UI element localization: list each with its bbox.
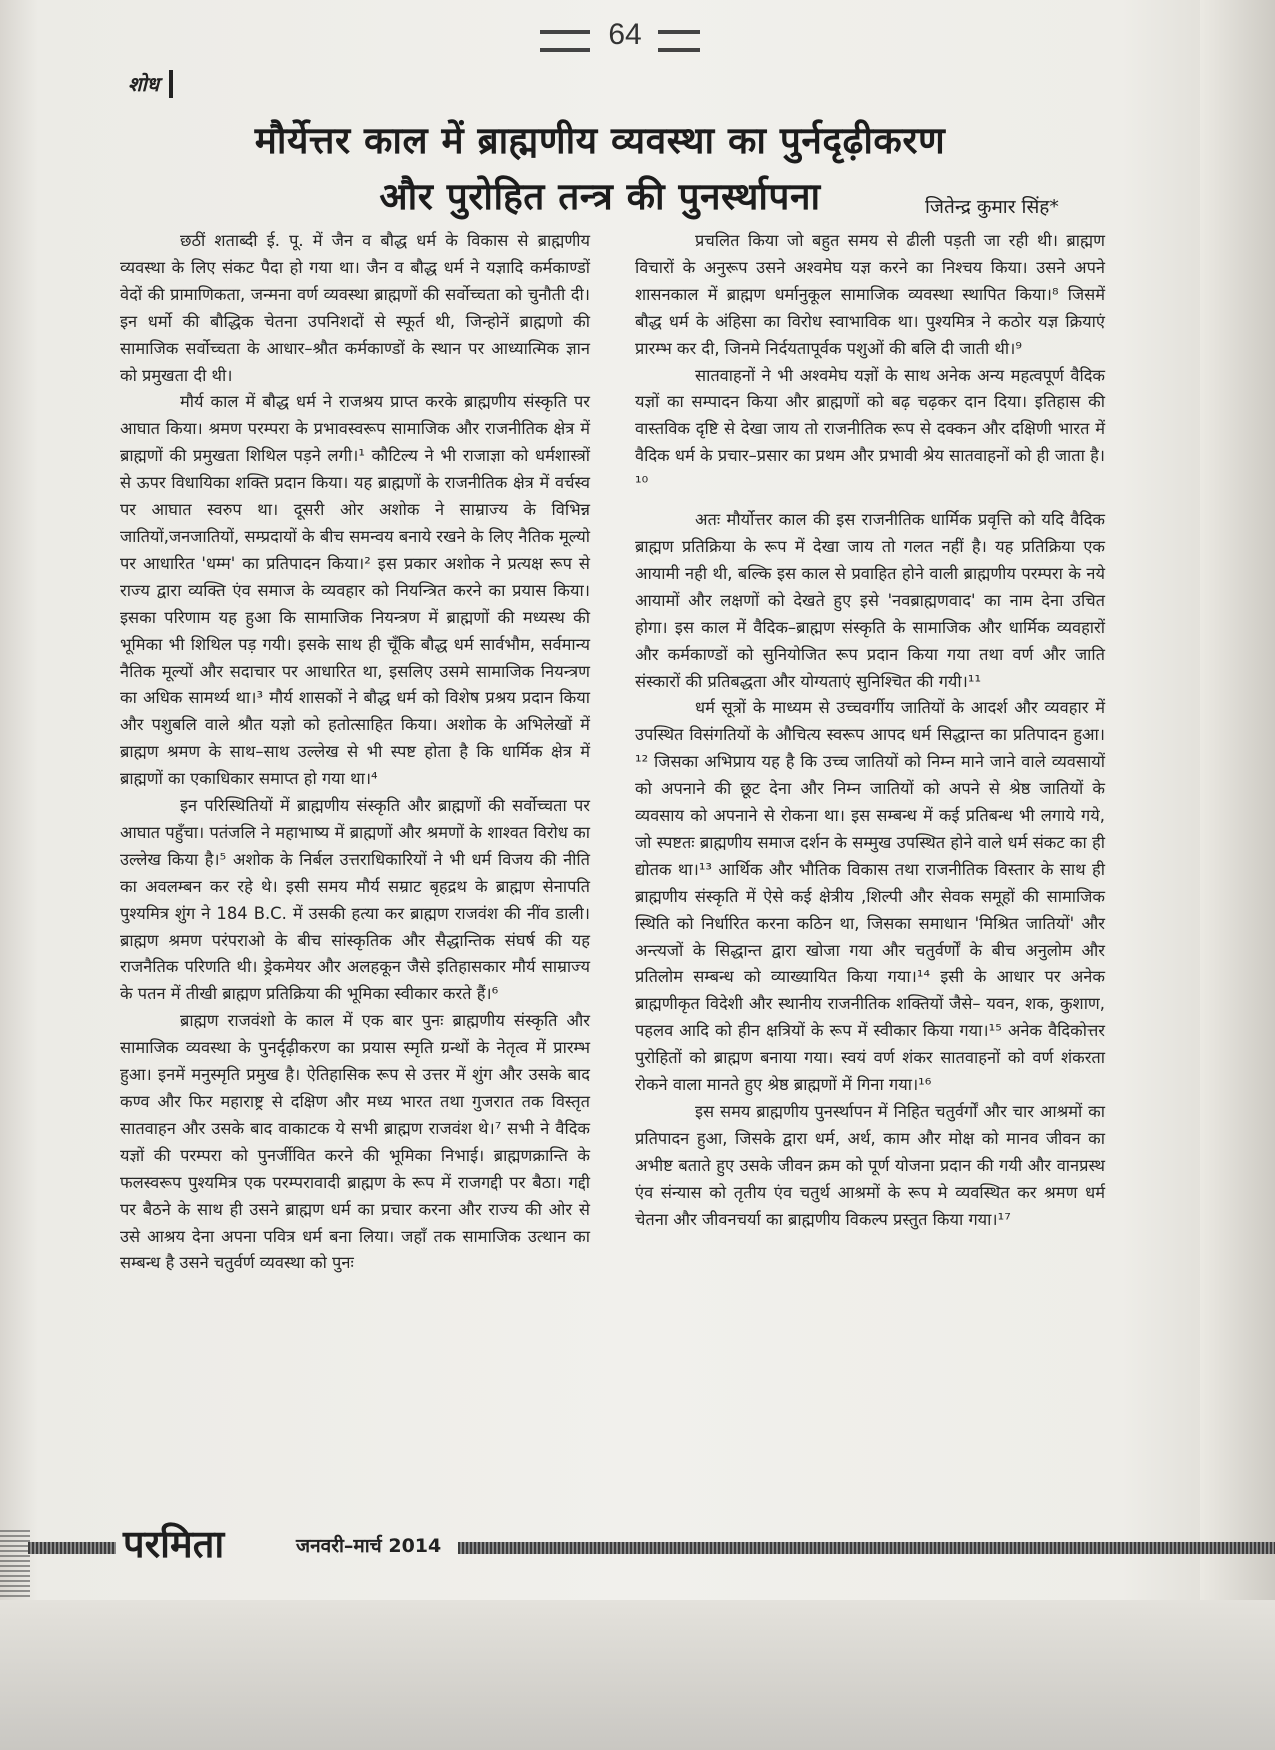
author-name: जितेन्द्र कुमार सिंह* — [925, 196, 1059, 218]
paragraph: छठीं शताब्दी ई. पू. में जैन व बौद्ध धर्म के विकास से ब्राह्मणीय व्यवस्था के लिए संकट पैदा हो गया था। जैन व बौद्ध धर्म ने यज्ञादि कर्मकाण्डों वेदों की प्रामाणिकता, जन्मना वर्ण व्यवस्था ब्राह्मणों की सर्वोच्चता को चुनौती दी। इन धर्मो की बौद्धिक चेतना उपनिशदों से स्फूर्त थी, जिन्होनें ब्राह्मणो की सामाजिक सर्वोच्चता के आधार–श्रौत कर्मकाण्डों के स्थान पर आध्यात्मिक ज्ञान को प्रमुखता दी थी। — [120, 231, 590, 385]
adjacent-page-edge — [1200, 0, 1275, 1600]
article-title — [200, 112, 1000, 224]
paragraph: इस समय ब्राह्मणीय पुनर्स्थापन में निहित चतुर्वर्गों और चार आश्रमों का प्रतिपादन हुआ, जिसके द्वारा धर्म, अर्थ, काम और मोक्ष को मानव जीवन का अभीष्ट बताते हुए उसके जीवन क्रम को पूर्ण योजना प्रदान की गयी और वानप्रस्थ एंव संन्यास को तृतीय एंव चतुर्थ आश्रमों के रूप मे व्यवस्थित कर श्रमण धर्म चेतना और जीवनचर्या का ब्राह्मणीय विकल्प प्रस्तुत किया गया।¹⁷ — [635, 1102, 1105, 1229]
paragraph: धर्म सूत्रों के माध्यम से उच्चवर्गीय जातियों के आदर्श और व्यवहार में उपस्थित विसंगतियों के औचित्य स्वरूप आपद धर्म सिद्धान्त का प्रतिपादन हुआ।¹² जिसका अभिप्राय यह है कि उच्च जातियों को निम्न माने जाने वाले व्यवसायों को अपनाने की छूट देना और निम्न जातियों को अपने से श्रेष्ठ जातियों के व्यवसाय को अपनाने से रोकना था। इस सम्बन्ध में कई प्रतिबन्ध भी लगाये गये, जो स्पष्टतः ब्राह्मणीय समाज दर्शन के सम्मुख उपस्थित होने वाले धर्म संकट का ही द्योतक था।¹³ आर्थिक और भौतिक विकास तथा राजनीतिक विस्तार के साथ ही ब्राह्मणीय संस्कृति में ऐसे कई क्षेत्रीय ,शिल्पी और सेवक समूहों की सामाजिक स्थिति को निर्धारित करना कठिन था, जिसका समाधान 'मिश्रित जातियों' और अन्त्यजों के सिद्धान्त द्वारा खोजा गया और चतुर्वर्णों के बीच अनुलोम और प्रतिलोम सम्बन्ध को व्याख्यायित किया गया।¹⁴ इसी के आधार पर अनेक ब्राह्मणीकृत विदेशी और स्थानीय राजनीतिक शक्तियों जैसे– यवन, शक, कुशाण, पहलव आदि को हीन क्षत्रियों के रूप में स्वीकार किया गया।¹⁵ अनेक वैदिकोत्तर पुरोहितों को ब्राह्मण बनाया गया। स्वयं वर्ण शंकर सातवाहनों को वर्ण शंकरता रोकने वाला मानते हुए श्रेष्ठ ब्राह्मणों में गिना गया।¹⁶ — [635, 698, 1105, 1095]
paragraph: मौर्य काल में बौद्ध धर्म ने राजश्रय प्राप्त करके ब्राह्मणीय संस्कृति पर आघात किया। श्रमण परम्परा के प्रभावस्वरूप सामाजिक और राजनीतिक क्षेत्र में ब्राह्मणों की प्रमुखता शिथिल पड़ने लगी।¹ कौटिल्य ने भी राजाज्ञा को धर्मशास्त्रों से ऊपर विधायिका शक्ति प्रदान किया। यह ब्राह्मणों के राजनीतिक क्षेत्र में वर्चस्व पर आघात स्वरुप था। दूसरी ओर अशोक ने साम्राज्य के विभिन्न जातियों,जनजातियों, सम्प्रदायों के बीच समन्वय बनाये रखने के लिए नैतिक मूल्यो पर आधारित 'धम्म' का प्रतिपादन किया।² इस प्रकार अशोक ने प्रत्यक्ष रूप से राज्य द्वारा व्यक्ति एंव समाज के व्यवहार को नियन्त्रित करने का प्रयास किया। इसका परिणाम यह हुआ कि सामाजिक नियन्त्रण में ब्राह्मणों की मध्यस्थ की भूमिका भी शिथिल पड़ गयी। इसके साथ ही चूँकि बौद्ध धर्म सार्वभौम, सर्वमान्य नैतिक मूल्यों और सदाचार पर आधारित था, इसलिए उसमे सामाजिक नियन्त्रण का अधिक सामर्थ्य था।³ मौर्य शासकों ने बौद्ध धर्म को विशेष प्रश्रय प्रदान किया और पशुबलि वाले श्रौत यज्ञो को हतोत्साहित किया। अशोक के अभिलेखों में ब्राह्मण श्रमण के साथ–साथ उल्लेख से भी स्पष्ट होता है कि धार्मिक क्षेत्र में ब्राह्मणों का एकाधिकार समाप्त हो गया था।⁴ — [120, 392, 590, 789]
magazine-name: परमिता — [123, 1521, 225, 1566]
paragraph: इन परिस्थितियों में ब्राह्मणीय संस्कृति और ब्राह्मणों की सर्वोच्चता पर आघात पहुँचा। पतंजलि ने महाभाष्य में ब्राह्मणों और श्रमणों के शाश्वत विरोध का उल्लेख किया है।⁵ अशोक के निर्बल उत्तराधिकारियों ने भी धर्म विजय की नीति का अवलम्बन कर रहे थे। इसी समय मौर्य सम्राट बृहद्रथ के ब्राह्मण सेनापति पुश्यमित्र शुंग ने 184 B.C. में उसकी हत्या कर ब्राह्मण राजवंश की नींव डाली। ब्राह्मण श्रमण परंपराओ के बीच सांस्कृतिक और सैद्धान्तिक संघर्ष की यह राजनैतिक परिणति थी। ड्रेकमेयर और अलहकून जैसे इतिहासकार मौर्य साम्राज्य के पतन में तीखी ब्राह्मण प्रतिक्रिया की भूमिका स्वीकार करते हैं।⁶ — [120, 796, 590, 1004]
paragraph: सातवाहनों ने भी अश्वमेघ यज्ञों के साथ अनेक अन्य महत्वपूर्ण वैदिक यज्ञों का सम्पादन किया और ब्राह्मणों को बढ़ चढ़कर दान दिया। इतिहास की वास्तविक दृष्टि से देखा जाय तो राजनीतिक रूप से दक्कन और दक्षिणी भारत में वैदिक धर्म के प्रचार–प्रसार का प्रथम और प्रभावी श्रेय सातवाहनों को ही जाता है।¹⁰ — [635, 365, 1105, 493]
binding-edge — [0, 1530, 30, 1600]
footer — [28, 1520, 1275, 1570]
paragraph: ब्राह्मण राजवंशो के काल में एक बार पुनः ब्राह्मणीय संस्कृति और सामाजिक व्यवस्था के पुनर्दृढ़ीकरण का प्रयास स्मृति ग्रन्थों के नेतृत्व में प्रारम्भ हुआ। इनमें मनुस्मृति प्रमुख है। ऐतिहासिक रूप से उत्तर में शुंग और उसके बाद कण्व और फिर महाराष्ट्र से दक्षिण और मध्य भारत तथा गुजरात तक विस्तृत सातवाहन और उसके बाद वाकाटक ये सभी ब्राह्मण राजवंश थे।⁷ सभी ने वैदिक यज्ञों की परम्परा को पुनर्जीवित करने की भूमिका निभाई। ब्राह्मणक्रान्ति के फलस्वरूप पुश्यमित्र एक परम्परावादी ब्राह्मण के रूप में राजगद्दी पर बैठा। गद्दी पर बैठने के साथ ही उसने ब्राह्मण धर्म का प्रचार करना और राज्य की ओर से उसे आश्रय देना अपना पवित्र धर्म बना लिया। जहाँ तक सामाजिक उत्थान का सम्बन्ध है उसने चतुर्वर्ण व्यवस्था को पुनः — [120, 1011, 590, 1273]
scan-bottom-shadow — [0, 1600, 1275, 1750]
footer-rule-right — [458, 1542, 1275, 1554]
issue-date: जनवरी–मार्च 2014 — [296, 1535, 442, 1557]
footer-rule-left — [28, 1542, 116, 1554]
paragraph: प्रचलित किया जो बहुत समय से ढीली पड़ती जा रही थी। ब्राह्मण विचारों के अनुरूप उसने अश्वमेघ यज्ञ करने का निश्चय किया। उसने अपने शासनकाल में ब्राह्मण धर्मानुकूल सामाजिक व्यवस्था स्थापित किया।⁸ जिसमें बौद्ध धर्म के अंहिसा का विरोध स्वाभाविक था। पुश्यमित्र ने कठोर यज्ञ क्रियाएं प्रारम्भ कर दी, जिनमे निर्दयतापूर्वक पशुओं की बलि दी जाती थी।⁹ — [635, 231, 1105, 358]
paragraph: अतः मौर्योत्तर काल की इस राजनीतिक धार्मिक प्रवृत्ति को यदि वैदिक ब्राह्मण प्रतिक्रिया के रूप में देखा जाय तो गलत नहीं है। यह प्रतिक्रिया एक आयामी नही थी, बल्कि इस काल से प्रवाहित होने वाली ब्राह्मणीय परम्परा के नये आयामों और लक्षणों को देखते हुए इसे 'नवब्राह्मणवाद' का नाम देना उचित होगा। इस काल में वैदिक–ब्राह्मण संस्कृति के सामाजिक और धार्मिक व्यवहारों और कर्मकाण्डों को सुनियोजित रूप प्रदान किया गया तथा वर्ण और जाति संस्कारों की प्रतिबद्धता और योग्यताएं सुनिश्चित की गयी।¹¹ — [635, 510, 1105, 691]
page-number — [540, 18, 700, 64]
title-line-2: और पुरोहित तन्त्र की पुनर्स्थापना — [379, 174, 821, 218]
left-column — [120, 228, 590, 1553]
right-column — [635, 228, 1105, 1408]
section-label: शोध — [128, 70, 173, 98]
title-line-1: मौर्येत्तर काल में ब्राह्मणीय व्यवस्था का पुर्नदृढ़ीकरण — [254, 118, 946, 162]
page-number-text: 64 — [608, 18, 642, 51]
